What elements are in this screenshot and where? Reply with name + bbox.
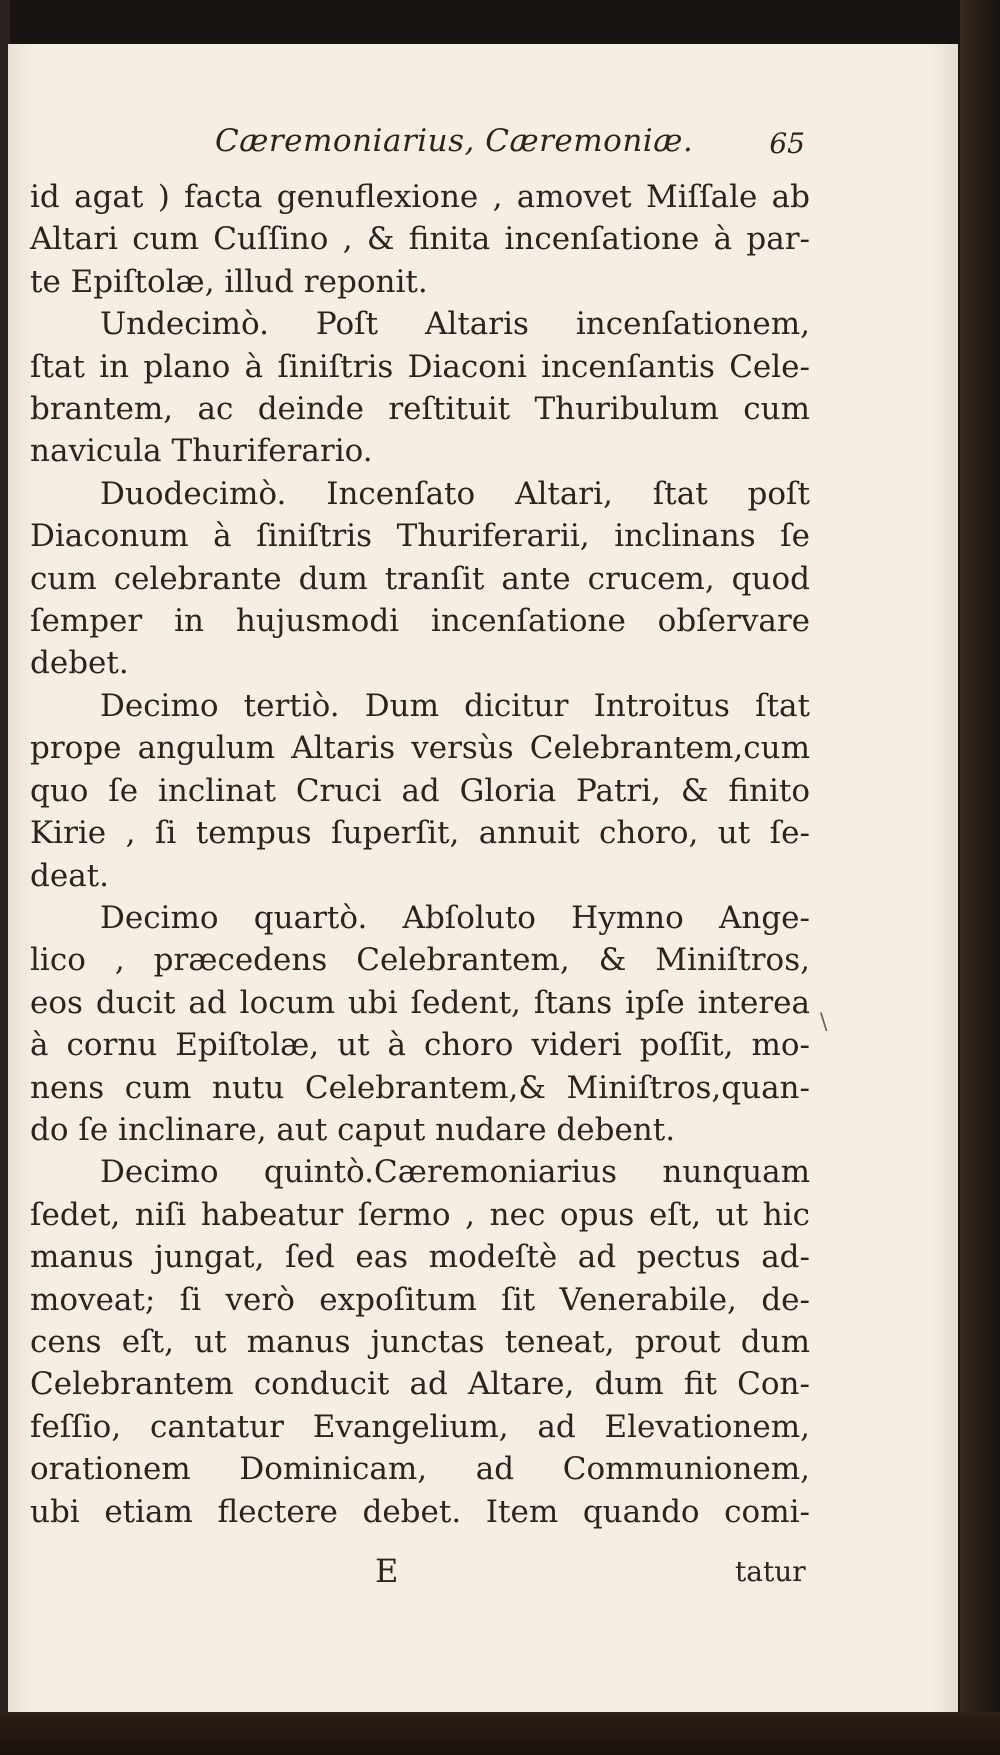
text-line: deat. (30, 857, 109, 894)
book-fore-edge (960, 0, 1000, 1755)
text-line: debet. (30, 645, 129, 682)
scan-background-top (0, 0, 1000, 48)
signature-mark: E (375, 1552, 399, 1590)
page-header (215, 123, 805, 173)
text-line: nens cum nutu Celebrantem,& Miniſtros,quan- (30, 1069, 810, 1106)
text-line: ſtat in plano à ſiniſtris Diaconi incenſantis Cele- (30, 348, 810, 385)
margin-mark: \ (820, 1010, 828, 1035)
text-line: brantem, ac deinde reſtituit Thuribulum cum (30, 391, 810, 428)
text-line: Kirie , ſi tempus ſuperſit, annuit choro, ut ſe- (30, 815, 810, 852)
text-line: lico , præcedens Celebrantem, & Miniſtros, (30, 942, 810, 979)
text-line: ſemper in hujusmodi incenſatione obſervare (30, 603, 810, 640)
text-line: manus jungat, ſed eas modeſtè ad pectus ad- (30, 1239, 810, 1276)
text-line: te Epiſtolæ, illud reponit. (30, 263, 428, 300)
text-line: Decimo quartò. Abſoluto Hymno Ange- (100, 899, 810, 936)
text-line: à cornu Epiſtolæ, ut à choro videri poſſit, mo- (30, 1027, 810, 1064)
catchword: tatur (735, 1555, 806, 1588)
text-line: ubi etiam flectere debet. Item quando comi- (30, 1493, 810, 1530)
text-line: cens eſt, ut manus junctas teneat, prout dum (30, 1323, 810, 1360)
scan-background-bottom (0, 1712, 1000, 1755)
text-line: Duodecimò. Incenſato Altari, ſtat poſt (100, 475, 810, 512)
page-number: 65 (769, 127, 805, 160)
text-line: Undecimò. Poſt Altaris incenſationem, (100, 306, 810, 343)
text-line: prope angulum Altaris versùs Celebrantem,cum (30, 730, 810, 767)
text-line: id agat ) facta genuflexione , amovet Miſſale ab (30, 179, 810, 215)
text-line: Decimo quintò.Cæremoniarius nunquam (100, 1154, 810, 1191)
text-line: quo ſe inclinat Cruci ad Gloria Patri, & finito (30, 772, 810, 809)
text-line: Decimo tertiò. Dum dicitur Introitus ſtat (100, 687, 810, 724)
text-line: Diaconum à ſiniſtris Thuriferarii, inclinans ſe (30, 518, 810, 555)
text-line: cum celebrante dum tranſit ante crucem, quod (30, 560, 810, 597)
text-line: Altari cum Cuſſino , & finita incenſatione à par- (30, 221, 810, 258)
text-line: do ſe inclinare, aut caput nudare debent. (30, 1111, 676, 1148)
text-line: moveat; ſi verò expoſitum ſit Venerabile, de- (30, 1281, 810, 1318)
text-line: feſſio, cantatur Evangelium, ad Elevationem, (30, 1408, 810, 1445)
text-line: eos ducit ad locum ubi ſedent, ſtans ipſe interea (30, 984, 810, 1021)
text-line: orationem Dominicam, ad Communionem, (30, 1451, 810, 1488)
body-text (30, 176, 810, 1533)
running-title: Cæremoniarius, Cæremoniæ. (215, 123, 694, 159)
text-line: ſedet, niſi habeatur ſermo , nec opus eſt, ut hic (30, 1196, 810, 1233)
text-line: Celebrantem conducit ad Altare, dum fit Con- (30, 1366, 810, 1403)
text-line: navicula Thuriferario. (30, 433, 373, 470)
